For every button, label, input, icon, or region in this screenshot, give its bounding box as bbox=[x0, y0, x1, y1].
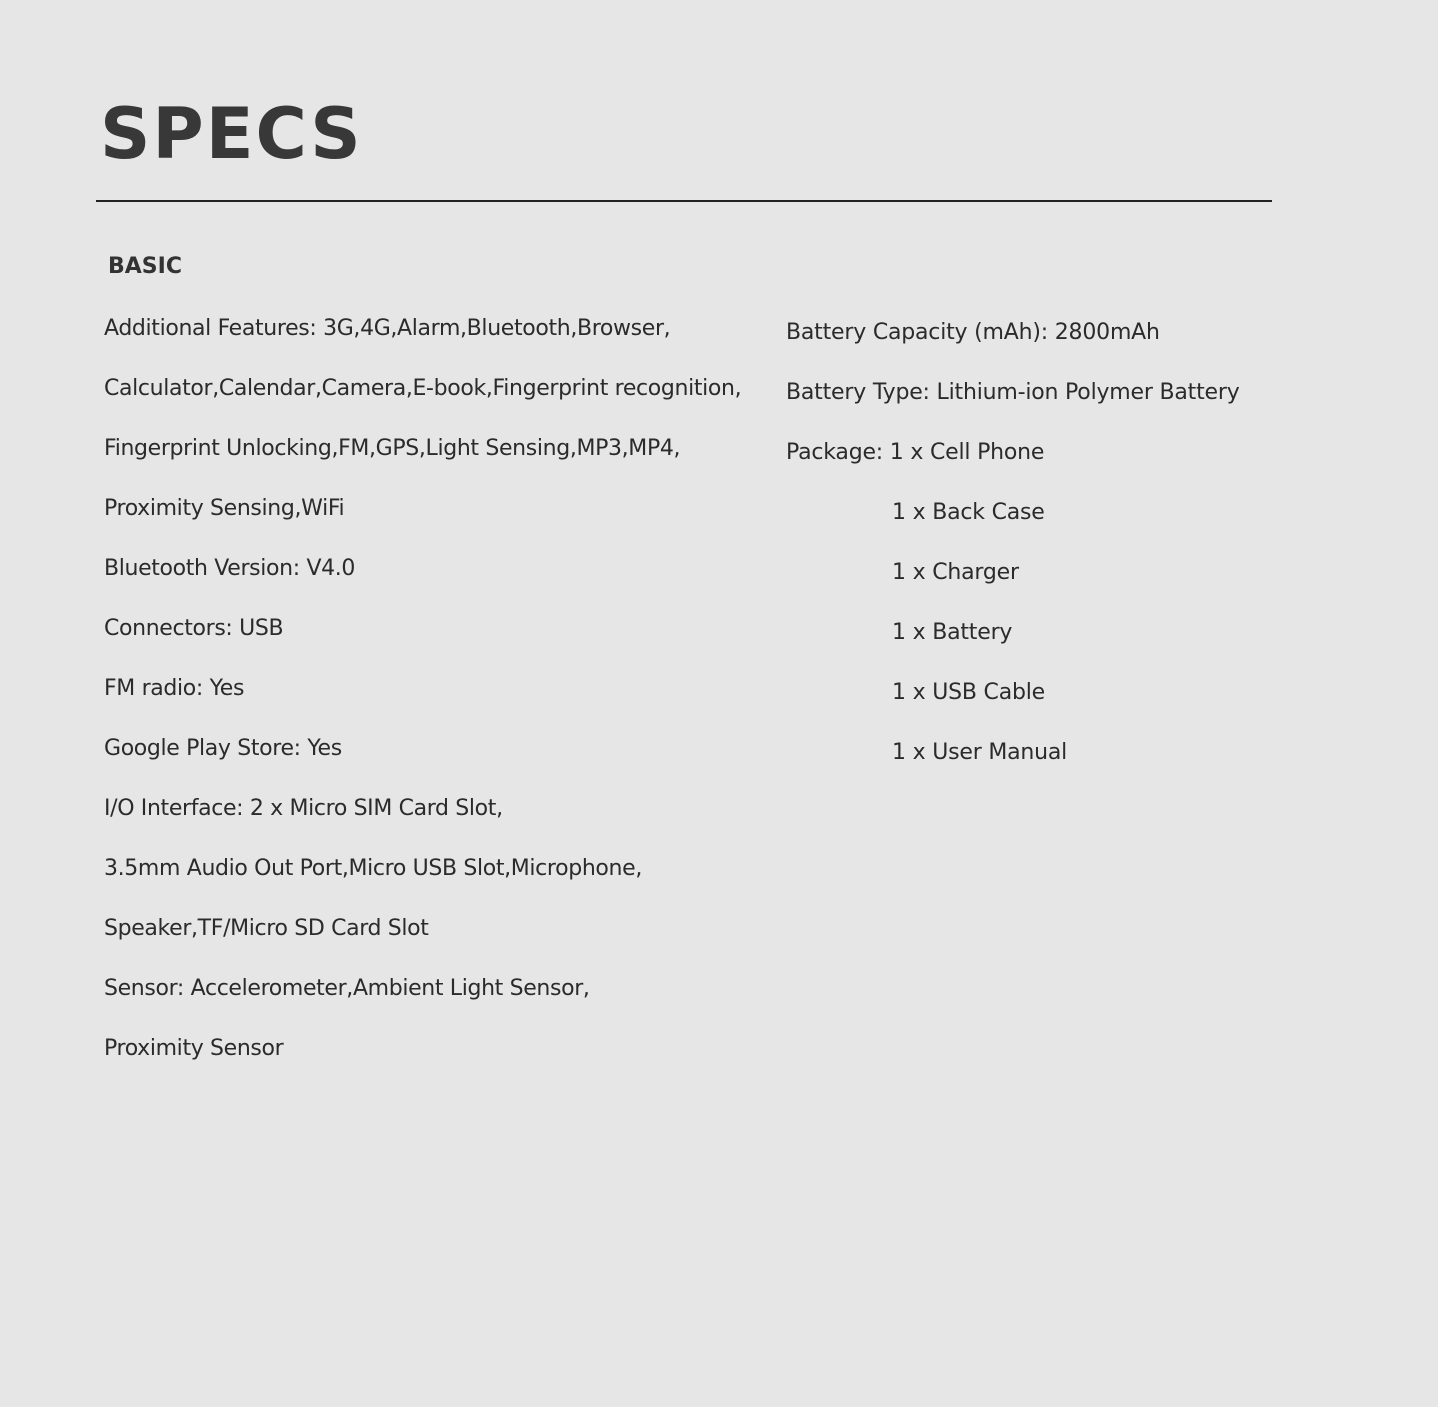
package-item: 1 x Charger bbox=[892, 560, 1019, 585]
package-item: 1 x Back Case bbox=[892, 500, 1045, 525]
spec-line: Fingerprint Unlocking,FM,GPS,Light Sensing,MP3,MP4, bbox=[104, 436, 681, 461]
spec-line: Speaker,TF/Micro SD Card Slot bbox=[104, 916, 429, 941]
spec-line: Connectors: USB bbox=[104, 616, 284, 641]
section-heading-basic: BASIC bbox=[108, 254, 182, 279]
specs-right-column bbox=[786, 318, 1306, 798]
spec-line: Bluetooth Version: V4.0 bbox=[104, 556, 356, 581]
package-item: 1 x User Manual bbox=[892, 740, 1068, 765]
title-divider bbox=[96, 200, 1272, 202]
specs-left-column bbox=[104, 314, 774, 1094]
spec-line: Google Play Store: Yes bbox=[104, 736, 342, 761]
spec-line: I/O Interface: 2 x Micro SIM Card Slot, bbox=[104, 796, 503, 821]
package-item: 1 x Battery bbox=[892, 620, 1013, 645]
page-title: SPECS bbox=[100, 93, 363, 175]
spec-line: Package: 1 x Cell Phone bbox=[786, 440, 1045, 465]
spec-line: 3.5mm Audio Out Port,Micro USB Slot,Microphone, bbox=[104, 856, 642, 881]
spec-line: Sensor: Accelerometer,Ambient Light Sensor, bbox=[104, 976, 590, 1001]
package-item: 1 x USB Cable bbox=[892, 680, 1046, 705]
spec-line: Battery Capacity (mAh): 2800mAh bbox=[786, 320, 1160, 345]
spec-line: Additional Features: 3G,4G,Alarm,Bluetooth,Browser, bbox=[104, 316, 671, 341]
spec-line: FM radio: Yes bbox=[104, 676, 245, 701]
spec-line: Calculator,Calendar,Camera,E-book,Fingerprint recognition, bbox=[104, 376, 742, 401]
spec-line: Battery Type: Lithium-ion Polymer Battery bbox=[786, 380, 1240, 405]
spec-line: Proximity Sensor bbox=[104, 1036, 284, 1061]
spec-line: Proximity Sensing,WiFi bbox=[104, 496, 345, 521]
